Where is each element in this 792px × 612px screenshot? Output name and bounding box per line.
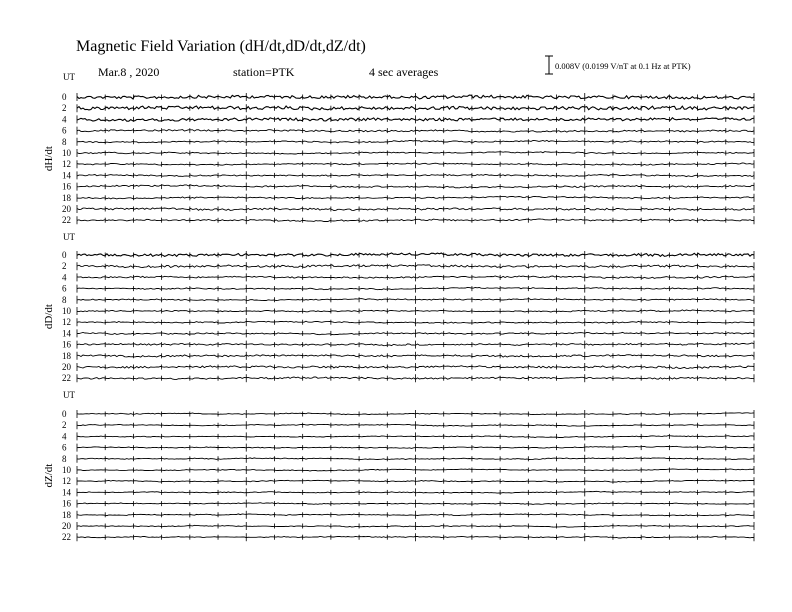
ut-label: UT xyxy=(63,232,75,242)
row-label: 0 xyxy=(62,92,67,102)
panel-dh-dt xyxy=(43,72,754,225)
panel-dd-dt xyxy=(43,232,754,383)
row-label: 22 xyxy=(62,373,71,384)
row-label: 0 xyxy=(62,409,67,419)
row-label: 14 xyxy=(62,170,71,181)
row-label: 18 xyxy=(62,192,71,203)
chart-title: Magnetic Field Variation (dH/dt,dD/dt,dZ/dt) xyxy=(76,38,366,55)
row-label: 22 xyxy=(62,532,71,543)
y-axis-label: dD/dt xyxy=(43,304,55,330)
row-label: 22 xyxy=(62,215,71,226)
row-label: 14 xyxy=(62,328,71,339)
row-label: 10 xyxy=(62,306,71,316)
scale-label: 0.008V (0.0199 V/nT at 0.1 Hz at PTK) xyxy=(555,61,691,71)
row-label: 6 xyxy=(62,125,67,136)
row-label: 18 xyxy=(62,509,71,520)
row-label: 8 xyxy=(62,453,67,464)
row-label: 20 xyxy=(62,204,71,214)
row-label: 4 xyxy=(62,272,67,283)
row-label: 2 xyxy=(62,420,67,431)
row-label: 20 xyxy=(62,521,71,531)
row-label: 12 xyxy=(62,476,71,487)
scale-bar xyxy=(545,56,553,74)
row-label: 8 xyxy=(62,136,67,147)
row-label: 8 xyxy=(62,294,67,305)
row-label: 10 xyxy=(62,465,71,475)
row-label: 14 xyxy=(62,487,71,498)
ut-label: UT xyxy=(63,72,75,82)
row-label: 16 xyxy=(62,181,71,192)
date-label: Mar.8 , 2020 xyxy=(98,65,160,79)
row-label: 4 xyxy=(62,114,67,125)
row-label: 4 xyxy=(62,431,67,442)
row-label: 12 xyxy=(62,159,71,170)
row-label: 20 xyxy=(62,362,71,372)
averaging-label: 4 sec averages xyxy=(369,65,439,79)
y-axis-label: dH/dt xyxy=(43,146,55,172)
row-label: 16 xyxy=(62,339,71,350)
row-label: 18 xyxy=(62,350,71,361)
y-axis-label: dZ/dt xyxy=(43,463,55,488)
panel-dz-dt xyxy=(43,390,754,542)
row-label: 16 xyxy=(62,498,71,509)
ut-label: UT xyxy=(63,390,75,400)
row-label: 2 xyxy=(62,261,67,272)
row-label: 2 xyxy=(62,103,67,114)
row-label: 10 xyxy=(62,148,71,158)
row-label: 6 xyxy=(62,283,67,294)
row-label: 12 xyxy=(62,317,71,328)
station-label: station=PTK xyxy=(233,65,295,79)
row-label: 6 xyxy=(62,442,67,453)
row-label: 0 xyxy=(62,250,67,260)
